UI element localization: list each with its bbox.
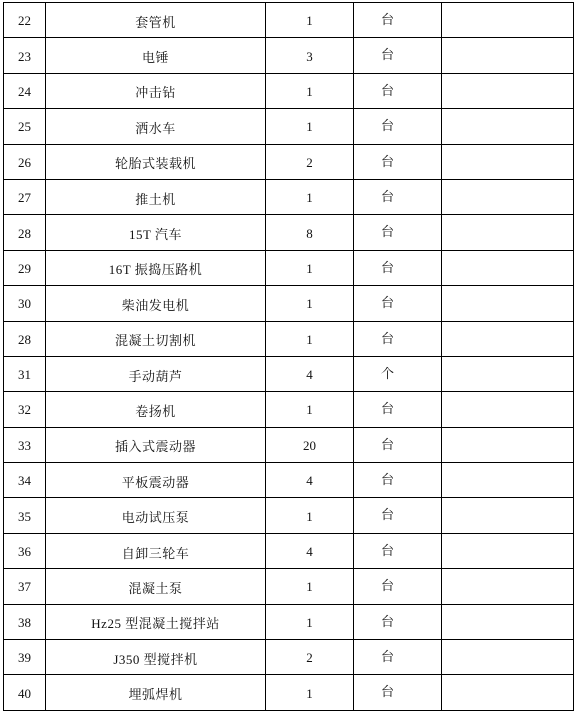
table-row: [4, 569, 574, 604]
remarks-cell: [442, 463, 574, 498]
equipment-name-cell: 混凝土切割机: [46, 321, 266, 356]
table-row: [4, 73, 574, 108]
quantity-cell: 1: [266, 250, 354, 285]
remarks-cell: [442, 215, 574, 250]
remarks-cell: [442, 569, 574, 604]
remarks-cell: [442, 179, 574, 214]
remarks-cell: [442, 604, 574, 639]
table-row: [4, 250, 574, 285]
row-number-cell: 29: [4, 250, 46, 285]
unit-cell: 台: [354, 109, 442, 144]
table-row: [4, 144, 574, 179]
quantity-cell: 1: [266, 498, 354, 533]
equipment-name-cell: 平板震动器: [46, 463, 266, 498]
remarks-cell: [442, 356, 574, 391]
equipment-name-cell: 卷扬机: [46, 392, 266, 427]
table-row: [4, 215, 574, 250]
remarks-cell: [442, 427, 574, 462]
quantity-cell: 1: [266, 569, 354, 604]
equipment-name-cell: 电动试压泵: [46, 498, 266, 533]
remarks-cell: [442, 533, 574, 568]
quantity-cell: 4: [266, 533, 354, 568]
remarks-cell: [442, 144, 574, 179]
remarks-cell: [442, 321, 574, 356]
row-number-cell: 34: [4, 463, 46, 498]
unit-cell: 台: [354, 286, 442, 321]
unit-cell: 台: [354, 604, 442, 639]
row-number-cell: 36: [4, 533, 46, 568]
remarks-cell: [442, 38, 574, 73]
equipment-name-cell: 电锤: [46, 38, 266, 73]
quantity-cell: 1: [266, 73, 354, 108]
row-number-cell: 32: [4, 392, 46, 427]
row-number-cell: 38: [4, 604, 46, 639]
quantity-cell: 1: [266, 109, 354, 144]
remarks-cell: [442, 250, 574, 285]
row-number-cell: 22: [4, 3, 46, 38]
table-row: [4, 356, 574, 391]
equipment-name-cell: Hz25 型混凝土搅拌站: [46, 604, 266, 639]
row-number-cell: 39: [4, 640, 46, 675]
equipment-name-cell: 轮胎式装载机: [46, 144, 266, 179]
row-number-cell: 27: [4, 179, 46, 214]
row-number-cell: 28: [4, 215, 46, 250]
equipment-name-cell: J350 型搅拌机: [46, 640, 266, 675]
table-row: [4, 463, 574, 498]
quantity-cell: 3: [266, 38, 354, 73]
table-row: [4, 498, 574, 533]
quantity-cell: 1: [266, 3, 354, 38]
quantity-cell: 1: [266, 604, 354, 639]
unit-cell: 台: [354, 675, 442, 710]
equipment-name-cell: 洒水车: [46, 109, 266, 144]
quantity-cell: 1: [266, 179, 354, 214]
unit-cell: 台: [354, 73, 442, 108]
equipment-name-cell: 埋弧焊机: [46, 675, 266, 710]
equipment-name-cell: 混凝土泵: [46, 569, 266, 604]
unit-cell: 台: [354, 427, 442, 462]
unit-cell: 台: [354, 463, 442, 498]
remarks-cell: [442, 286, 574, 321]
quantity-cell: 2: [266, 144, 354, 179]
unit-cell: 台: [354, 321, 442, 356]
quantity-cell: 8: [266, 215, 354, 250]
remarks-cell: [442, 109, 574, 144]
row-number-cell: 37: [4, 569, 46, 604]
table-row: [4, 533, 574, 568]
equipment-name-cell: 16T 振捣压路机: [46, 250, 266, 285]
quantity-cell: 4: [266, 463, 354, 498]
remarks-cell: [442, 498, 574, 533]
remarks-cell: [442, 73, 574, 108]
unit-cell: 台: [354, 640, 442, 675]
table-row: [4, 675, 574, 710]
row-number-cell: 24: [4, 73, 46, 108]
unit-cell: 台: [354, 250, 442, 285]
unit-cell: 台: [354, 215, 442, 250]
row-number-cell: 25: [4, 109, 46, 144]
unit-cell: 台: [354, 533, 442, 568]
row-number-cell: 33: [4, 427, 46, 462]
quantity-cell: 2: [266, 640, 354, 675]
row-number-cell: 35: [4, 498, 46, 533]
unit-cell: 台: [354, 392, 442, 427]
quantity-cell: 1: [266, 321, 354, 356]
table-row: [4, 3, 574, 38]
unit-cell: 台: [354, 569, 442, 604]
unit-cell: 台: [354, 179, 442, 214]
equipment-name-cell: 手动葫芦: [46, 356, 266, 391]
table-row: [4, 640, 574, 675]
table-row: [4, 427, 574, 462]
equipment-name-cell: 套管机: [46, 3, 266, 38]
equipment-name-cell: 冲击钻: [46, 73, 266, 108]
unit-cell: 台: [354, 3, 442, 38]
remarks-cell: [442, 675, 574, 710]
unit-cell: 台: [354, 498, 442, 533]
quantity-cell: 20: [266, 427, 354, 462]
equipment-table: [3, 2, 574, 711]
equipment-table-body: [4, 3, 574, 711]
quantity-cell: 4: [266, 356, 354, 391]
row-number-cell: 30: [4, 286, 46, 321]
table-row: [4, 179, 574, 214]
unit-cell: 个: [354, 356, 442, 391]
quantity-cell: 1: [266, 286, 354, 321]
remarks-cell: [442, 392, 574, 427]
table-row: [4, 321, 574, 356]
row-number-cell: 26: [4, 144, 46, 179]
quantity-cell: 1: [266, 392, 354, 427]
unit-cell: 台: [354, 144, 442, 179]
remarks-cell: [442, 640, 574, 675]
row-number-cell: 40: [4, 675, 46, 710]
equipment-name-cell: 推土机: [46, 179, 266, 214]
row-number-cell: 31: [4, 356, 46, 391]
table-row: [4, 286, 574, 321]
row-number-cell: 28: [4, 321, 46, 356]
table-row: [4, 38, 574, 73]
quantity-cell: 1: [266, 675, 354, 710]
equipment-name-cell: 插入式震动器: [46, 427, 266, 462]
remarks-cell: [442, 3, 574, 38]
table-row: [4, 392, 574, 427]
table-row: [4, 109, 574, 144]
unit-cell: 台: [354, 38, 442, 73]
table-row: [4, 604, 574, 639]
equipment-name-cell: 柴油发电机: [46, 286, 266, 321]
equipment-name-cell: 自卸三轮车: [46, 533, 266, 568]
equipment-name-cell: 15T 汽车: [46, 215, 266, 250]
row-number-cell: 23: [4, 38, 46, 73]
